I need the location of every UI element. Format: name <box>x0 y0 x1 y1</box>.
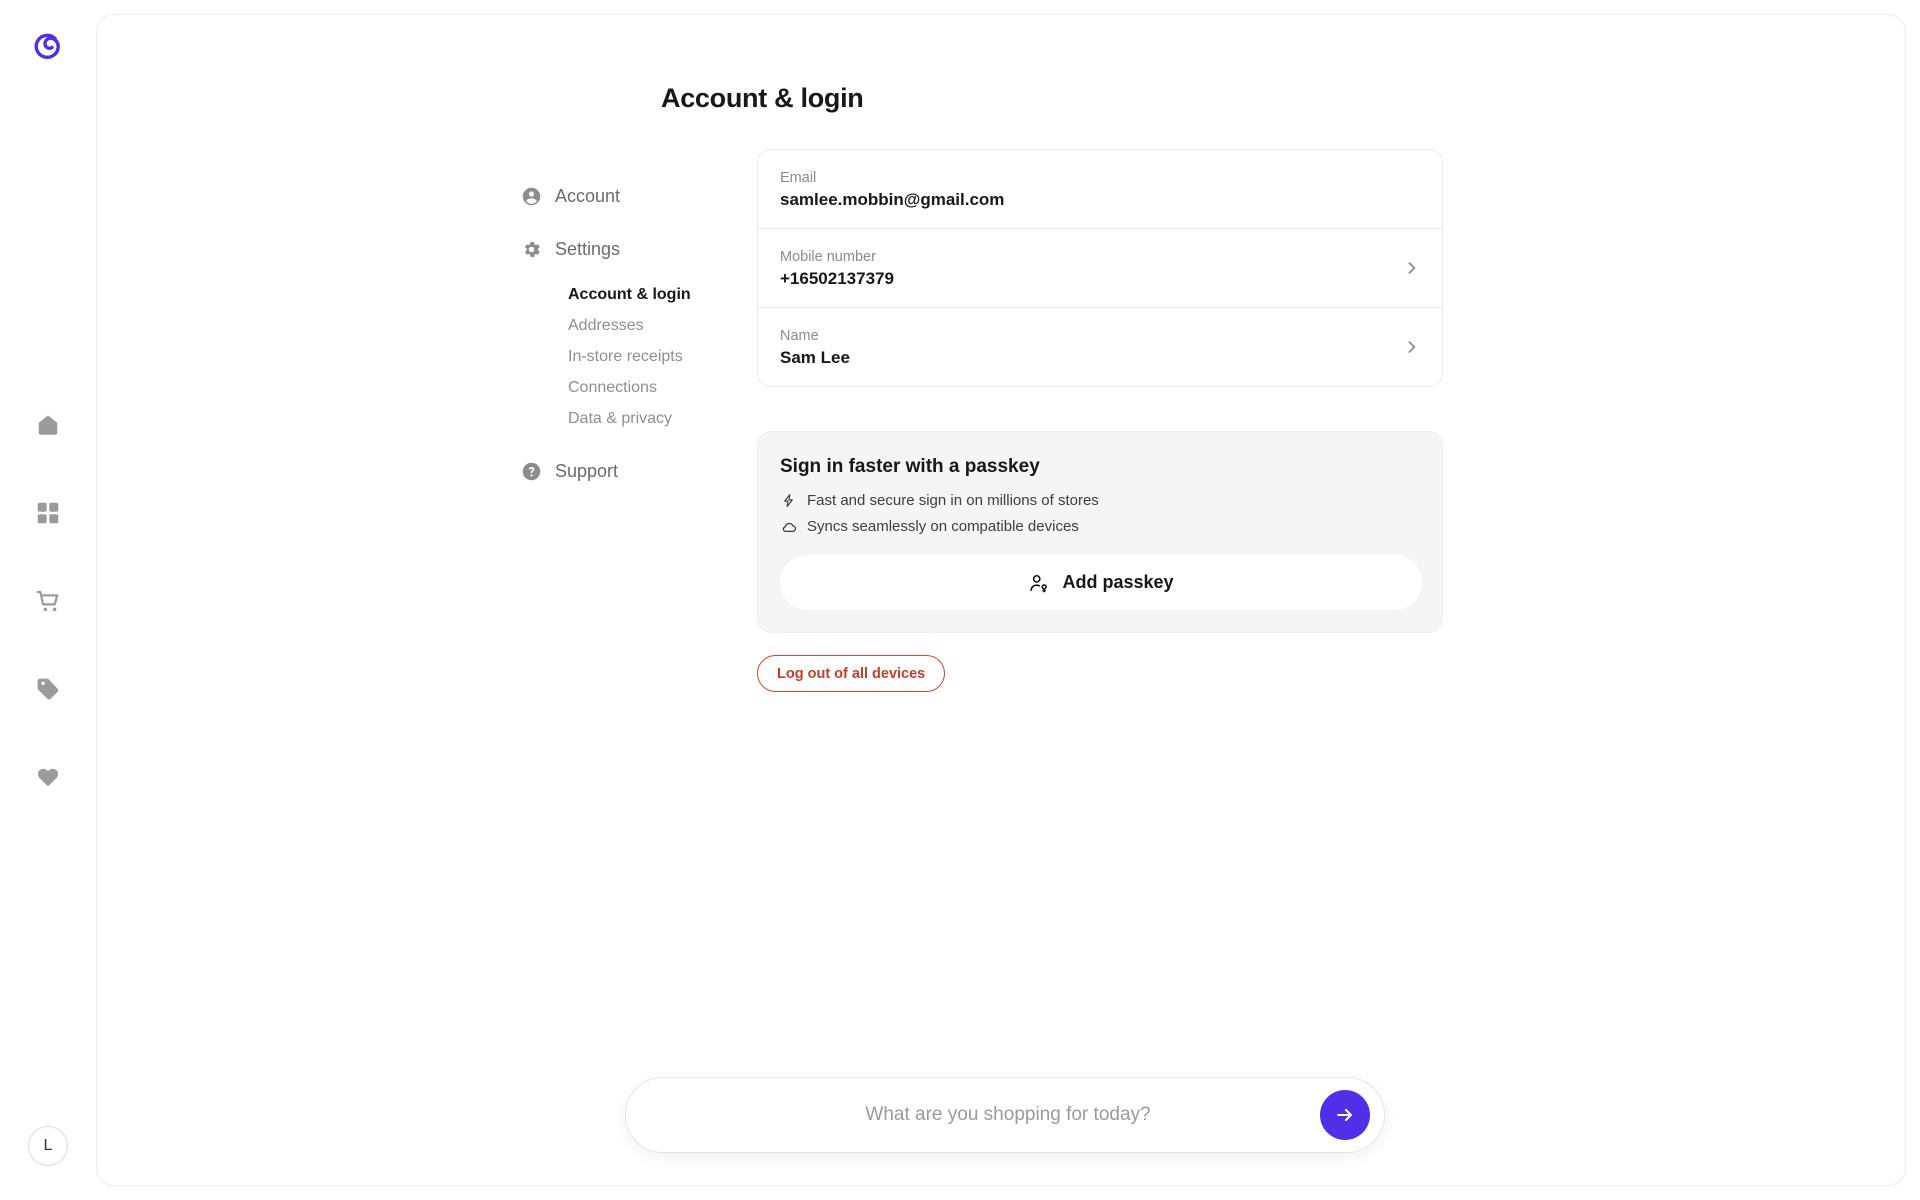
search-bar <box>625 1077 1385 1153</box>
page-title: Account & login <box>661 83 864 113</box>
passkey-bullet-speed-text: Fast and secure sign in on millions of stores <box>807 492 1099 509</box>
field-mobile-number-value: +16502137379 <box>780 269 894 288</box>
grid-icon[interactable] <box>31 496 65 530</box>
person-circle-icon <box>521 186 542 207</box>
field-mobile-number-label: Mobile number <box>780 249 876 265</box>
left-rail <box>0 0 96 1200</box>
field-email <box>758 150 1442 229</box>
tag-icon[interactable] <box>31 672 65 706</box>
passkey-bullet-speed <box>780 492 1420 509</box>
search-submit-button[interactable] <box>1320 1090 1370 1140</box>
cloud-icon <box>780 518 797 535</box>
gear-icon <box>521 239 542 260</box>
field-email-label: Email <box>780 170 817 186</box>
subnav-item-in-store-receipts[interactable]: In-store receipts <box>568 348 683 365</box>
home-icon[interactable] <box>31 408 65 442</box>
subnav-item-connections[interactable]: Connections <box>568 379 657 396</box>
question-circle-icon <box>521 461 542 482</box>
log-out-all-devices-button[interactable]: Log out of all devices <box>757 655 945 692</box>
settings-subnav <box>568 279 721 434</box>
account-details-card <box>757 149 1443 387</box>
field-name[interactable] <box>758 308 1442 386</box>
arrow-right-icon <box>1334 1104 1356 1126</box>
field-name-value: Sam Lee <box>780 348 850 367</box>
avatar[interactable] <box>28 1126 68 1166</box>
avatar-initial: L <box>43 1137 53 1154</box>
bolt-icon <box>780 492 797 509</box>
person-key-icon <box>1028 572 1050 594</box>
field-name-label: Name <box>780 328 819 344</box>
passkey-bullet-sync <box>780 518 1420 535</box>
subnav-item-addresses[interactable]: Addresses <box>568 317 644 334</box>
subnav-item-account-login[interactable]: Account & login <box>568 286 691 303</box>
passkey-card <box>757 431 1443 633</box>
add-passkey-button-label: Add passkey <box>1062 572 1174 592</box>
field-email-value: samlee.mobbin@gmail.com <box>780 190 1005 209</box>
nav-item-settings-label: Settings <box>555 238 621 259</box>
nav-item-settings[interactable] <box>521 232 721 266</box>
nav-item-support[interactable] <box>521 454 721 488</box>
add-passkey-button[interactable] <box>780 555 1422 610</box>
search-input[interactable] <box>626 1104 1384 1126</box>
subnav-item-data-privacy[interactable]: Data & privacy <box>568 410 673 427</box>
nav-item-account[interactable] <box>521 179 721 213</box>
main-surface <box>96 14 1906 1186</box>
chevron-right-icon <box>1403 339 1420 356</box>
passkey-bullet-sync-text: Syncs seamlessly on compatible devices <box>807 518 1079 535</box>
nav-item-account-label: Account <box>555 185 621 206</box>
settings-nav <box>521 179 721 507</box>
nav-item-support-label: Support <box>555 460 619 481</box>
passkey-title: Sign in faster with a passkey <box>780 456 1040 477</box>
chevron-right-icon <box>1403 260 1420 277</box>
cart-icon[interactable] <box>31 584 65 618</box>
heart-icon[interactable] <box>31 760 65 794</box>
field-mobile-number[interactable] <box>758 229 1442 308</box>
spiral-logo-icon[interactable] <box>28 28 68 68</box>
rail-icon-list <box>31 408 65 794</box>
